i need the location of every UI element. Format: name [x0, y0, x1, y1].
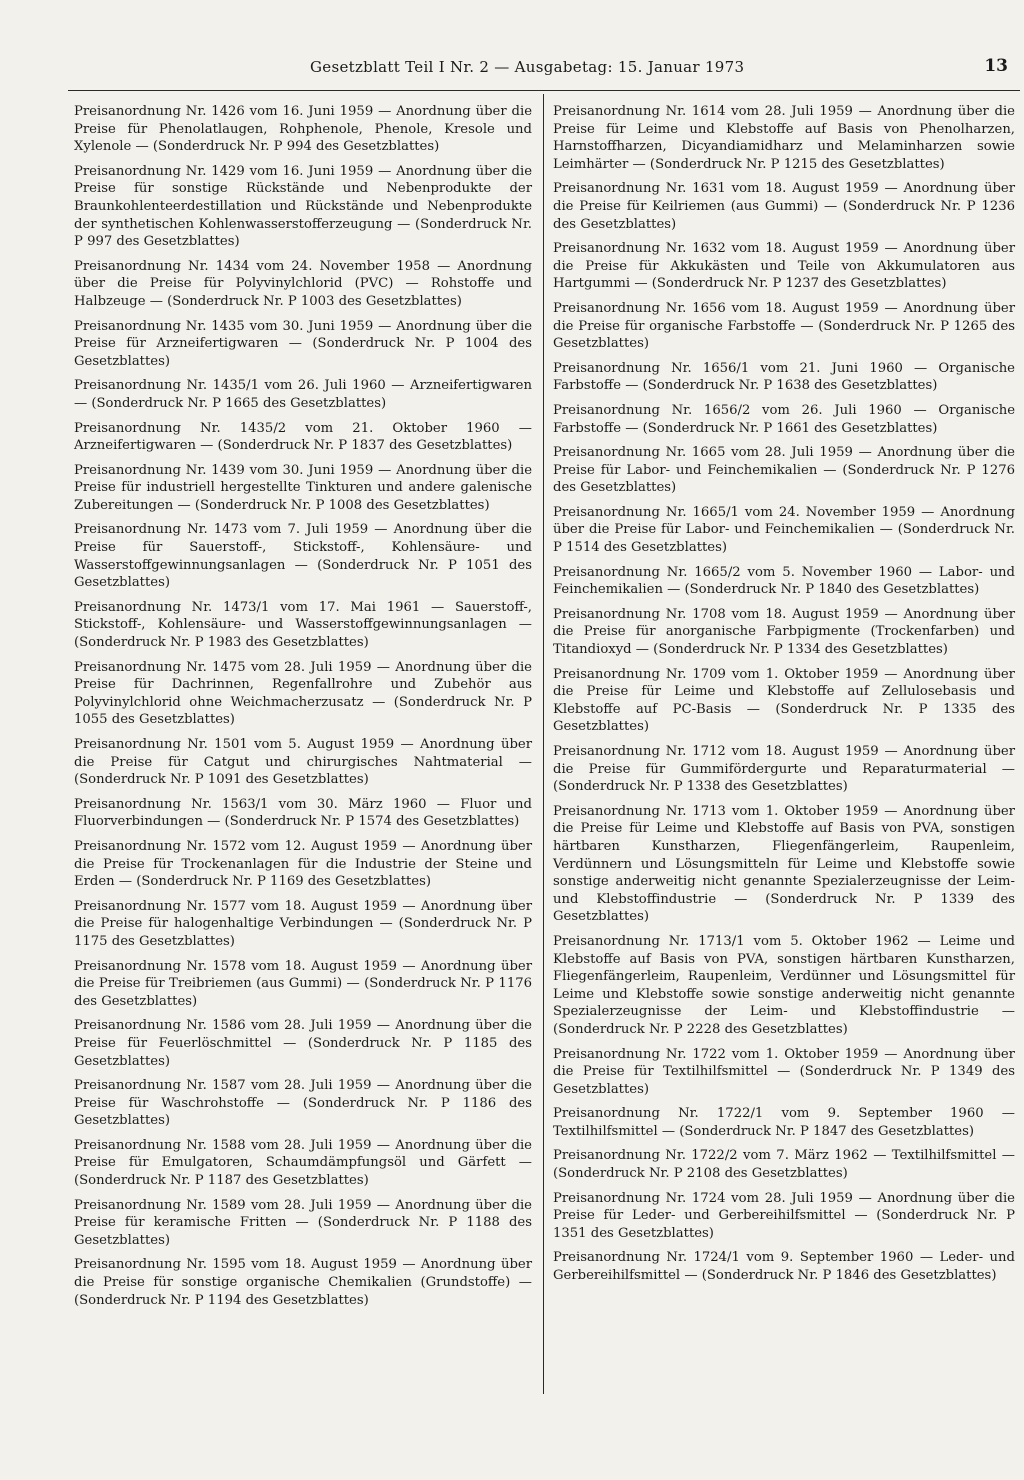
price-order-entry: Preisanordnung Nr. 1713/1 vom 5. Oktober 1962 — Leime und Klebstoffe auf Basis von PVA, sonstigen härtbaren Kunstharzen, Fliegenfängerleim, Raupenleim, Verdünner und Lösungsmittel für Leime und Klebstoffe sowie sonstige anderweitig nicht genannte Spezialerzeugnisse der Leim- und Klebstoffindustrie — (Sonderdruck Nr. P 2228 des Gesetzblattes) — [553, 933, 1015, 1037]
price-order-entry: Preisanordnung Nr. 1429 vom 16. Juni 1959 — Anordnung über die Preise für sonstige Rückstände und Nebenprodukte der Braunkohlenteerdestillation und Rückstände und Nebenprodukte der synthetischen Kohlenwasserstofferzeugung — (Sonderdruck Nr. P 997 des Gesetzblattes) — [74, 163, 532, 250]
price-order-entry: Preisanordnung Nr. 1589 vom 28. Juli 1959 — Anordnung über die Preise für keramische Fritten — (Sonderdruck Nr. P 1188 des Gesetzblattes) — [74, 1197, 532, 1248]
price-order-entry: Preisanordnung Nr. 1473/1 vom 17. Mai 1961 — Sauerstoff-, Stickstoff-, Kohlensäure- und Wasserstoffgewinnungsanlagen — (Sonderdruck Nr. P 1983 des Gesetzblattes) — [74, 599, 532, 651]
price-order-entry: Preisanordnung Nr. 1722/1 vom 9. September 1960 — Textilhilfsmittel — (Sonderdruck Nr. P 1847 des Gesetzblattes) — [553, 1106, 1015, 1139]
price-order-entry: Preisanordnung Nr. 1572 vom 12. August 1959 — Anordnung über die Preise für Trockenanlagen für die Industrie der Steine und Erden — (Sonderdruck Nr. P 1169 des Gesetzblattes) — [74, 838, 532, 890]
price-order-entry: Preisanordnung Nr. 1712 vom 18. August 1959 — Anordnung über die Preise für Gummifördergurte und Reparaturmaterial — (Sonderdruck Nr. P 1338 des Gesetzblattes) — [553, 744, 1015, 795]
price-order-entry: Preisanordnung Nr. 1631 vom 18. August 1959 — Anordnung über die Preise für Keilriemen (aus Gummi) — (Sonderdruck Nr. P 1236 des Gesetzblattes) — [553, 181, 1015, 232]
price-order-entry: Preisanordnung Nr. 1708 vom 18. August 1959 — Anordnung über die Preise für anorganische Farbpigmente (Trockenfarben) und Titandioxyd — (Sonderdruck Nr. P 1334 des Gesetzblattes) — [553, 606, 1015, 658]
price-order-entry: Preisanordnung Nr. 1588 vom 28. Juli 1959 — Anordnung über die Preise für Emulgatoren, Schaumdämpfungsöl und Gärfett — (Sonderdruck Nr. P 1187 des Gesetzblattes) — [74, 1137, 532, 1189]
price-order-entry: Preisanordnung Nr. 1578 vom 18. August 1959 — Anordnung über die Preise für Treibriemen (aus Gummi) — (Sonderdruck Nr. P 1176 des Gesetzblattes) — [74, 958, 532, 1009]
page-number: 13 — [984, 56, 1008, 76]
price-order-entry: Preisanordnung Nr. 1434 vom 24. November 1958 — Anordnung über die Preise für Polyvinylchlorid (PVC) — Rohstoffe und Halbzeuge — (Sonderdruck Nr. P 1003 des Gesetzblattes) — [74, 258, 532, 309]
price-order-entry: Preisanordnung Nr. 1665/1 vom 24. November 1959 — Anordnung über die Preise für Labor- und Feinchemikalien — (Sonderdruck Nr. P 1514 des Gesetzblattes) — [553, 504, 1015, 556]
price-order-entry: Preisanordnung Nr. 1501 vom 5. August 1959 — Anordnung über die Preise für Catgut und chirurgisches Nahtmaterial — (Sonderdruck Nr. P 1091 des Gesetzblattes) — [74, 737, 532, 788]
price-order-entry: Preisanordnung Nr. 1614 vom 28. Juli 1959 — Anordnung über die Preise für Leime und Klebstoffe auf Basis von Phenolharzen, Harnstoffharzen, Dicyandiamidharz und Melaminharzen sowie Leimhärter — (Sonderdruck Nr. P 1215 des Gesetzblattes) — [553, 104, 1015, 172]
price-order-entry: Preisanordnung Nr. 1435/2 vom 21. Oktober 1960 — Arzneifertigwaren — (Sonderdruck Nr. P 1837 des Gesetzblattes) — [74, 420, 532, 454]
right-column — [553, 103, 1015, 1292]
price-order-entry: Preisanordnung Nr. 1587 vom 28. Juli 1959 — Anordnung über die Preise für Waschrohstoffe — (Sonderdruck Nr. P 1186 des Gesetzblattes) — [74, 1078, 532, 1129]
price-order-entry: Preisanordnung Nr. 1722/2 vom 7. März 1962 — Textilhilfsmittel — (Sonderdruck Nr. P 2108 des Gesetzblattes) — [553, 1148, 1015, 1182]
price-order-entry: Preisanordnung Nr. 1439 vom 30. Juni 1959 — Anordnung über die Preise für industriell hergestellte Tinkturen und andere galenische Zubereitungen — (Sonderdruck Nr. P 1008 des Gesetzblattes) — [74, 462, 532, 513]
price-order-entry: Preisanordnung Nr. 1595 vom 18. August 1959 — Anordnung über die Preise für sonstige organische Chemikalien (Grundstoffe) — (Sonderdruck Nr. P 1194 des Gesetzblattes) — [74, 1257, 532, 1308]
page-header — [0, 58, 1024, 84]
header-title: Gesetzblatt Teil I Nr. 2 — Ausgabetag: 15. Januar 1973 — [310, 58, 745, 76]
price-order-entry: Preisanordnung Nr. 1722 vom 1. Oktober 1959 — Anordnung über die Preise für Textilhilfsmittel — (Sonderdruck Nr. P 1349 des Gesetzblattes) — [553, 1046, 1015, 1097]
price-order-entry: Preisanordnung Nr. 1435/1 vom 26. Juli 1960 — Arzneifertigwaren — (Sonderdruck Nr. P 1665 des Gesetzblattes) — [74, 378, 532, 411]
header-rule — [68, 90, 1020, 91]
price-order-entry: Preisanordnung Nr. 1656/1 vom 21. Juni 1960 — Organische Farbstoffe — (Sonderdruck Nr. P 1638 des Gesetzblattes) — [553, 360, 1015, 394]
price-order-entry: Preisanordnung Nr. 1713 vom 1. Oktober 1959 — Anordnung über die Preise für Leime und Klebstoffe auf Basis von PVA, sonstigen härtbaren Kunstharzen, Fliegenfängerleim, Raupenleim, Verdünnern und Lösungsmitteln für Leime und Klebstoffe sowie sonstige anderweitig nicht genannte Spezialerzeugnisse der Leim- und Klebstoffindustrie — (Sonderdruck Nr. P 1339 des Gesetzblattes) — [553, 803, 1015, 925]
price-order-entry: Preisanordnung Nr. 1709 vom 1. Oktober 1959 — Anordnung über die Preise für Leime und Klebstoffe auf Zellulosebasis und Klebstoffe auf PC-Basis — (Sonderdruck Nr. P 1335 des Gesetzblattes) — [553, 666, 1015, 735]
price-order-entry: Preisanordnung Nr. 1665/2 vom 5. November 1960 — Labor- und Feinchemikalien — (Sonderdruck Nr. P 1840 des Gesetzblattes) — [553, 564, 1015, 598]
price-order-entry: Preisanordnung Nr. 1656 vom 18. August 1959 — Anordnung über die Preise für organische Farbstoffe — (Sonderdruck Nr. P 1265 des Gesetzblattes) — [553, 300, 1015, 352]
price-order-entry: Preisanordnung Nr. 1724 vom 28. Juli 1959 — Anordnung über die Preise für Leder- und Gerbereihilfsmittel — (Sonderdruck Nr. P 1351 des Gesetzblattes) — [553, 1190, 1015, 1241]
price-order-entry: Preisanordnung Nr. 1577 vom 18. August 1959 — Anordnung über die Preise für halogenhaltige Verbindungen — (Sonderdruck Nr. P 1175 des Gesetzblattes) — [74, 898, 532, 949]
price-order-entry: Preisanordnung Nr. 1724/1 vom 9. September 1960 — Leder- und Gerbereihilfsmittel — (Sonderdruck Nr. P 1846 des Gesetzblattes) — [553, 1250, 1015, 1284]
price-order-entry: Preisanordnung Nr. 1475 vom 28. Juli 1959 — Anordnung über die Preise für Dachrinnen, Regenfallrohre und Zubehör aus Polyvinylchlorid ohne Weichmacherzusatz — (Sonderdruck Nr. P 1055 des Gesetzblattes) — [74, 659, 532, 728]
price-order-entry: Preisanordnung Nr. 1473 vom 7. Juli 1959 — Anordnung über die Preise für Sauerstoff-, Stickstoff-, Kohlensäure- und Wasserstoffgewinnungsanlagen — (Sonderdruck Nr. P 1051 des Gesetzblattes) — [74, 522, 532, 591]
left-column — [74, 103, 532, 1316]
column-divider — [543, 94, 544, 1394]
price-order-entry: Preisanordnung Nr. 1563/1 vom 30. März 1960 — Fluor und Fluorverbindungen — (Sonderdruck Nr. P 1574 des Gesetzblattes) — [74, 796, 532, 830]
price-order-entry: Preisanordnung Nr. 1435 vom 30. Juni 1959 — Anordnung über die Preise für Arzneifertigwaren — (Sonderdruck Nr. P 1004 des Gesetzblattes) — [74, 318, 532, 369]
price-order-entry: Preisanordnung Nr. 1426 vom 16. Juni 1959 — Anordnung über die Preise für Phenolatlaugen, Rohphenole, Phenole, Kresole und Xylenole — (Sonderdruck Nr. P 994 des Gesetzblattes) — [74, 104, 532, 155]
price-order-entry: Preisanordnung Nr. 1656/2 vom 26. Juli 1960 — Organische Farbstoffe — (Sonderdruck Nr. P 1661 des Gesetzblattes) — [553, 402, 1015, 436]
price-order-entry: Preisanordnung Nr. 1586 vom 28. Juli 1959 — Anordnung über die Preise für Feuerlöschmittel — (Sonderdruck Nr. P 1185 des Gesetzblattes) — [74, 1018, 532, 1069]
price-order-entry: Preisanordnung Nr. 1632 vom 18. August 1959 — Anordnung über die Preise für Akkukästen und Teile von Akkumulatoren aus Hartgummi — (Sonderdruck Nr. P 1237 des Gesetzblattes) — [553, 241, 1015, 292]
price-order-entry: Preisanordnung Nr. 1665 vom 28. Juli 1959 — Anordnung über die Preise für Labor- und Feinchemikalien — (Sonderdruck Nr. P 1276 des Gesetzblattes) — [553, 445, 1015, 496]
